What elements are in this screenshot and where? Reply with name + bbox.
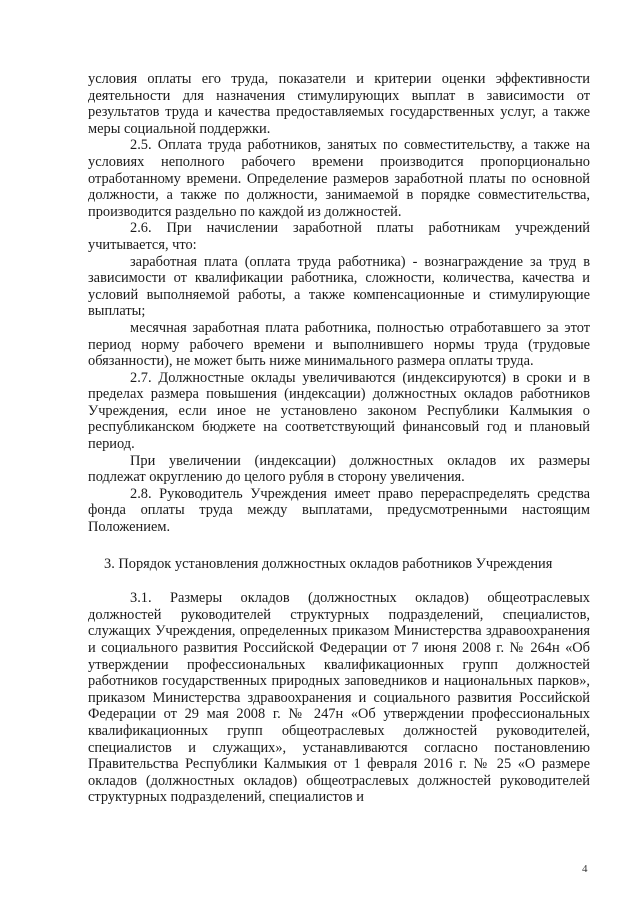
page-number: 4: [582, 863, 588, 875]
paragraph-3-1: 3.1. Размеры окладов (должностных окладов) общеотраслевых должностей руководителей структурных подразделений, специалистов, служащих Учреждения, определенных приказом Министерства здравоохранения и социального развития Российской Федерации от 7 июня 2008 г. № 264н «Об утверждении профессиональных квалификационных групп должностей работников государственных природных заповедников и национальных парков», приказом Министерства здравоохранения и социального развития Российской Федерации от 29 мая 2008 г. № 247н «Об утверждении профессиональных квалификационных групп общеотраслевых должностей руководителей, специалистов и служащих», устанавливаются согласно постановлению Правительства Республики Калмыкия от 1 февраля 2016 г. № 25 «О размере окладов (должностных окладов) общеотраслевых должностей руководителей структурных подразделений, специалистов и: [88, 590, 590, 806]
document-body: [88, 71, 590, 806]
paragraph-2-7: 2.7. Должностные оклады увеличиваются (индексируются) в сроки и в пределах размера повышения (индексации) должностных окладов работников Учреждения, если иное не установлено законом Республики Калмыкия о республиканском бюджете на соответствующий финансовый год и плановый период.: [88, 369, 590, 453]
paragraph-2-5: 2.5. Оплата труда работников, занятых по совместительству, а также на условиях неполного рабочего времени производится пропорционально отработанному времени. Определение размеров заработной платы по основной должности, а также по должности, занимаемой в порядке совместительства, производится раздельно по каждой из должностей.: [88, 137, 590, 220]
paragraph-monthly-salary: месячная заработная плата работника, полностью отработавшего за этот период норму рабочего времени и выполнившего нормы труда (трудовые обязанности), не может быть ниже минимального размера оплаты труда.: [88, 319, 590, 370]
section-heading: 3. Порядок установления должностных окладов работников Учреждения: [104, 555, 553, 572]
paragraph-continuation: условия оплаты его труда, показатели и критерии оценки эффективности деятельности для назначения стимулирующих выплат в зависимости от результатов труда и качества предоставляемых государственных услуг, а также меры социальной поддержки.: [88, 71, 590, 137]
paragraph-salary-definition: заработная плата (оплата труда работника) - вознаграждение за труд в зависимости от квалификации работника, сложности, количества, качества и условий выполняемой работы, а также компенсационные и стимулирующие выплаты;: [88, 253, 590, 320]
paragraph-indexation-rounding: При увеличении (индексации) должностных окладов их размеры подлежат округлению до целого рубля в сторону увеличения.: [88, 452, 590, 486]
paragraph-2-8: 2.8. Руководитель Учреждения имеет право перераспределять средства фонда оплаты труда между выплатами, предусмотренными настоящим Положением.: [88, 485, 590, 536]
paragraph-2-6: 2.6. При начислении заработной платы работникам учреждений учитывается, что:: [88, 220, 590, 253]
